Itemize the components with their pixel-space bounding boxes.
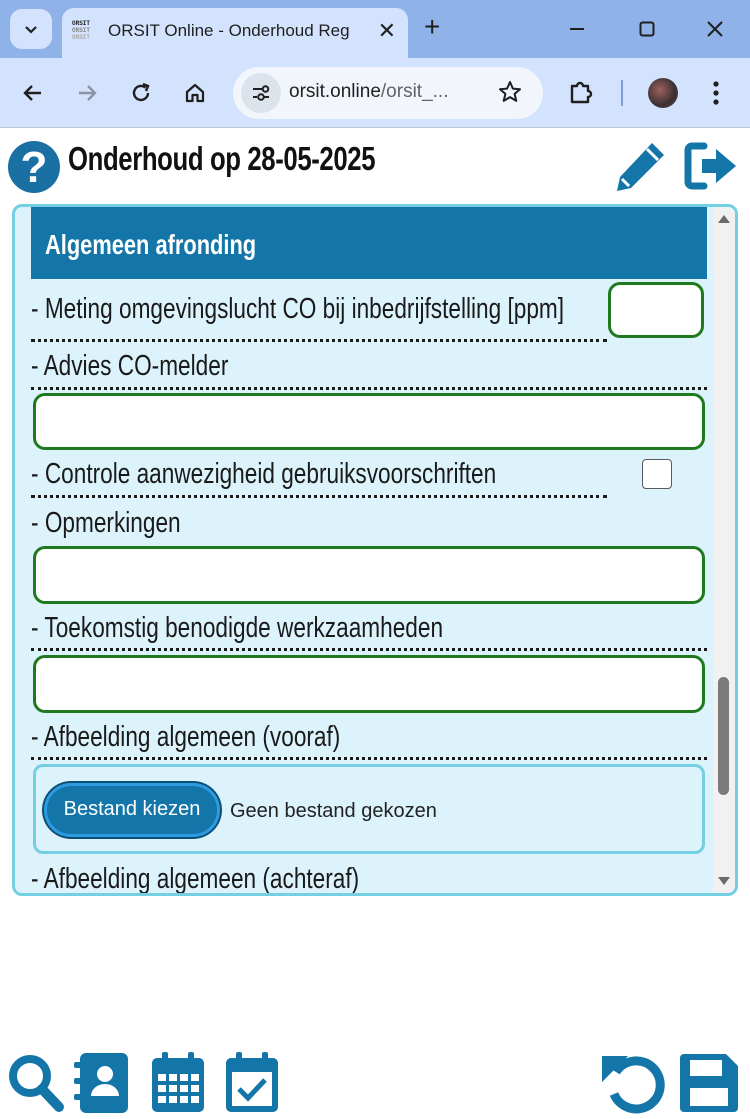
calendar-icon[interactable] [148, 1050, 208, 1119]
co-detector-advice-input[interactable] [33, 393, 705, 450]
page-title: Onderhoud op 28-05-2025 [68, 140, 376, 177]
choose-file-button[interactable]: Bestand kiezen [44, 783, 220, 837]
scroll-down-arrow-icon[interactable] [718, 877, 730, 885]
panel-scrollbar[interactable] [713, 207, 735, 893]
instructions-check-label: - Controle aanwezigheid gebruiksvoorschriften [31, 458, 497, 490]
browser-menu-icon[interactable] [708, 78, 724, 113]
form-panel [12, 204, 738, 896]
reload-icon[interactable] [124, 76, 158, 110]
instructions-present-checkbox[interactable] [642, 459, 672, 489]
dotted-separator [31, 495, 607, 498]
dotted-separator [31, 339, 607, 342]
site-settings-icon[interactable] [241, 73, 281, 113]
tab-search-dropdown[interactable] [10, 9, 52, 49]
dotted-separator [31, 648, 707, 651]
profile-avatar[interactable] [648, 78, 678, 108]
section-title: Algemeen afronding [45, 229, 257, 260]
scroll-up-arrow-icon[interactable] [718, 215, 730, 223]
file-status-text: Geen bestand gekozen [230, 800, 437, 822]
image-before-label: - Afbeelding algemeen (vooraf) [31, 721, 341, 753]
url-path: /orsit_... [380, 81, 449, 102]
back-icon[interactable] [16, 76, 50, 110]
browser-tab[interactable] [62, 8, 408, 58]
home-icon[interactable] [178, 76, 212, 110]
url-text [289, 81, 448, 103]
image-after-label: - Afbeelding algemeen (achteraf) [31, 863, 360, 895]
undo-icon[interactable] [600, 1050, 668, 1119]
toolbar-separator [621, 80, 623, 106]
address-bar[interactable] [233, 67, 543, 119]
dotted-separator [31, 387, 707, 390]
co-detector-advice-label: - Advies CO-melder [31, 350, 229, 382]
future-work-label: - Toekomstig benodigde werkzaamheden [31, 612, 444, 644]
maximize-icon[interactable] [632, 14, 662, 44]
browser-tabbar [0, 0, 750, 58]
co-measurement-label: - Meting omgevingslucht CO bij inbedrijfstelling [ppm] [31, 293, 565, 325]
chevron-down-icon [23, 21, 39, 37]
section-header [31, 207, 707, 279]
url-host: orsit.online [289, 81, 381, 102]
save-icon[interactable] [676, 1050, 742, 1119]
image-before-upload [33, 764, 705, 854]
close-window-icon[interactable] [700, 14, 730, 44]
dotted-separator [31, 757, 707, 760]
forward-icon[interactable] [70, 76, 104, 110]
tab-close-icon[interactable]: ✕ [377, 18, 396, 43]
orsit-favicon-icon: ORSIT ORSIT ORSIT [72, 20, 91, 41]
logout-icon[interactable] [684, 140, 740, 197]
bookmark-star-icon[interactable] [497, 79, 523, 110]
calendar-check-icon[interactable] [222, 1050, 282, 1119]
question-circle-icon[interactable]: ? [8, 141, 60, 193]
scrollbar-thumb[interactable] [718, 677, 729, 795]
co-measurement-input[interactable] [608, 282, 704, 338]
pencil-icon[interactable] [612, 140, 668, 199]
contacts-icon[interactable] [74, 1050, 134, 1119]
search-icon[interactable] [6, 1050, 66, 1119]
tab-title: ORSIT Online - Onderhoud Reg [108, 21, 350, 40]
future-work-input[interactable] [33, 655, 705, 713]
remarks-label: - Opmerkingen [31, 507, 181, 539]
remarks-input[interactable] [33, 546, 705, 604]
minimize-icon[interactable] [562, 14, 592, 44]
extensions-puzzle-icon[interactable] [566, 76, 598, 113]
browser-toolbar [0, 58, 750, 128]
new-tab-icon[interactable]: + [424, 11, 441, 42]
